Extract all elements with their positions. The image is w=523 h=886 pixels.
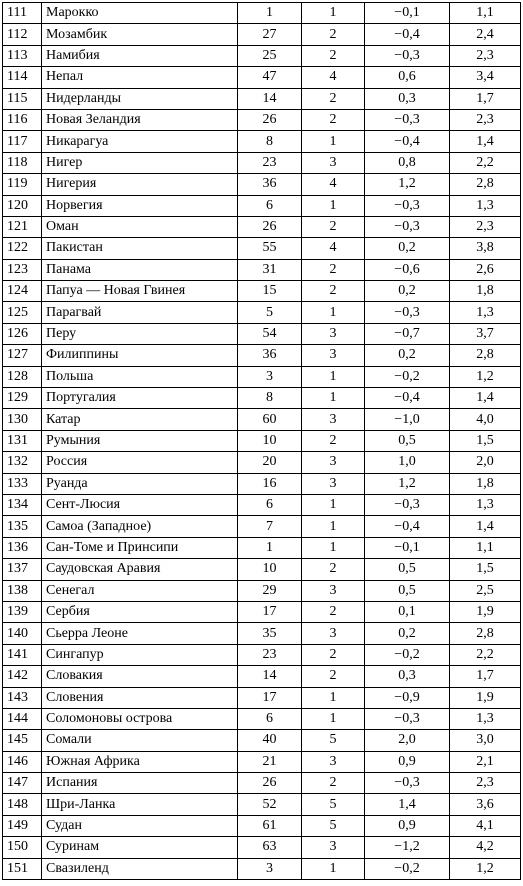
country-name-cell: Соломоновы острова xyxy=(42,708,238,729)
value-d-cell: 2,6 xyxy=(450,259,521,280)
value-c-cell: 0,6 xyxy=(365,67,450,88)
table-row xyxy=(3,708,521,729)
row-number-cell: 142 xyxy=(3,666,42,687)
value-b-cell: 5 xyxy=(302,730,365,751)
table-row xyxy=(3,409,521,430)
row-number-cell: 119 xyxy=(3,174,42,195)
value-c-cell: 0,8 xyxy=(365,152,450,173)
value-b-cell: 3 xyxy=(302,580,365,601)
country-name-cell: Нигерия xyxy=(42,174,238,195)
row-number-cell: 111 xyxy=(3,3,42,24)
row-number-cell: 126 xyxy=(3,323,42,344)
value-c-cell: −0,3 xyxy=(365,109,450,130)
country-name-cell: Саудовская Аравия xyxy=(42,559,238,580)
value-a-cell: 21 xyxy=(238,751,302,772)
value-d-cell: 1,9 xyxy=(450,601,521,622)
value-a-cell: 40 xyxy=(238,730,302,751)
country-name-cell: Россия xyxy=(42,452,238,473)
value-c-cell: 1,0 xyxy=(365,452,450,473)
value-a-cell: 52 xyxy=(238,794,302,815)
table-row xyxy=(3,216,521,237)
value-a-cell: 14 xyxy=(238,88,302,109)
table-row xyxy=(3,174,521,195)
value-b-cell: 2 xyxy=(302,559,365,580)
country-name-cell: Сент-Люсия xyxy=(42,494,238,515)
value-c-cell: −0,3 xyxy=(365,773,450,794)
value-a-cell: 3 xyxy=(238,858,302,879)
value-b-cell: 1 xyxy=(302,195,365,216)
value-a-cell: 36 xyxy=(238,345,302,366)
value-c-cell: −0,7 xyxy=(365,323,450,344)
value-a-cell: 35 xyxy=(238,623,302,644)
value-b-cell: 5 xyxy=(302,815,365,836)
country-name-cell: Сербия xyxy=(42,601,238,622)
country-name-cell: Парагвай xyxy=(42,302,238,323)
row-number-cell: 147 xyxy=(3,773,42,794)
value-c-cell: 0,2 xyxy=(365,281,450,302)
country-name-cell: Намибия xyxy=(42,45,238,66)
value-d-cell: 2,1 xyxy=(450,751,521,772)
value-c-cell: 0,2 xyxy=(365,623,450,644)
value-d-cell: 3,0 xyxy=(450,730,521,751)
country-name-cell: Румыния xyxy=(42,430,238,451)
table-row xyxy=(3,259,521,280)
row-number-cell: 145 xyxy=(3,730,42,751)
country-name-cell: Словакия xyxy=(42,666,238,687)
value-b-cell: 2 xyxy=(302,281,365,302)
row-number-cell: 123 xyxy=(3,259,42,280)
value-a-cell: 1 xyxy=(238,3,302,24)
value-d-cell: 1,4 xyxy=(450,516,521,537)
country-name-cell: Словения xyxy=(42,687,238,708)
table-row xyxy=(3,388,521,409)
value-a-cell: 17 xyxy=(238,687,302,708)
row-number-cell: 132 xyxy=(3,452,42,473)
value-b-cell: 2 xyxy=(302,666,365,687)
value-a-cell: 27 xyxy=(238,24,302,45)
row-number-cell: 149 xyxy=(3,815,42,836)
country-name-cell: Новая Зеландия xyxy=(42,109,238,130)
row-number-cell: 130 xyxy=(3,409,42,430)
value-a-cell: 26 xyxy=(238,216,302,237)
value-a-cell: 6 xyxy=(238,494,302,515)
value-c-cell: −0,4 xyxy=(365,24,450,45)
table-row xyxy=(3,345,521,366)
value-a-cell: 15 xyxy=(238,281,302,302)
value-c-cell: 0,9 xyxy=(365,815,450,836)
value-b-cell: 3 xyxy=(302,409,365,430)
value-c-cell: −0,6 xyxy=(365,259,450,280)
value-b-cell: 3 xyxy=(302,623,365,644)
value-c-cell: 0,1 xyxy=(365,601,450,622)
table-row xyxy=(3,131,521,152)
country-name-cell: Панама xyxy=(42,259,238,280)
value-d-cell: 4,1 xyxy=(450,815,521,836)
table-row xyxy=(3,302,521,323)
table-row xyxy=(3,24,521,45)
row-number-cell: 125 xyxy=(3,302,42,323)
value-b-cell: 2 xyxy=(302,601,365,622)
table-row xyxy=(3,3,521,24)
value-a-cell: 17 xyxy=(238,601,302,622)
country-name-cell: Перу xyxy=(42,323,238,344)
row-number-cell: 136 xyxy=(3,537,42,558)
value-b-cell: 2 xyxy=(302,216,365,237)
value-a-cell: 47 xyxy=(238,67,302,88)
country-name-cell: Никарагуа xyxy=(42,131,238,152)
value-b-cell: 5 xyxy=(302,794,365,815)
row-number-cell: 124 xyxy=(3,281,42,302)
value-d-cell: 1,3 xyxy=(450,708,521,729)
row-number-cell: 150 xyxy=(3,837,42,858)
country-name-cell: Польша xyxy=(42,366,238,387)
value-c-cell: −0,3 xyxy=(365,45,450,66)
table-row xyxy=(3,88,521,109)
value-a-cell: 54 xyxy=(238,323,302,344)
value-b-cell: 1 xyxy=(302,131,365,152)
value-d-cell: 4,0 xyxy=(450,409,521,430)
table-row xyxy=(3,366,521,387)
value-b-cell: 1 xyxy=(302,708,365,729)
value-d-cell: 1,7 xyxy=(450,88,521,109)
value-b-cell: 2 xyxy=(302,24,365,45)
value-a-cell: 20 xyxy=(238,452,302,473)
value-c-cell: 1,4 xyxy=(365,794,450,815)
value-b-cell: 3 xyxy=(302,751,365,772)
value-d-cell: 1,5 xyxy=(450,559,521,580)
row-number-cell: 118 xyxy=(3,152,42,173)
value-a-cell: 55 xyxy=(238,238,302,259)
row-number-cell: 127 xyxy=(3,345,42,366)
value-c-cell: 0,2 xyxy=(365,345,450,366)
value-c-cell: 0,5 xyxy=(365,430,450,451)
row-number-cell: 141 xyxy=(3,644,42,665)
table-row xyxy=(3,537,521,558)
row-number-cell: 139 xyxy=(3,601,42,622)
country-name-cell: Пакистан xyxy=(42,238,238,259)
value-d-cell: 1,8 xyxy=(450,281,521,302)
country-name-cell: Самоа (Западное) xyxy=(42,516,238,537)
country-name-cell: Катар xyxy=(42,409,238,430)
row-number-cell: 133 xyxy=(3,473,42,494)
value-d-cell: 1,3 xyxy=(450,302,521,323)
row-number-cell: 114 xyxy=(3,67,42,88)
row-number-cell: 121 xyxy=(3,216,42,237)
country-name-cell: Шри-Ланка xyxy=(42,794,238,815)
value-a-cell: 61 xyxy=(238,815,302,836)
value-c-cell: −0,9 xyxy=(365,687,450,708)
table-row xyxy=(3,666,521,687)
country-name-cell: Папуа — Новая Гвинея xyxy=(42,281,238,302)
value-a-cell: 7 xyxy=(238,516,302,537)
table-row xyxy=(3,109,521,130)
value-c-cell: −0,3 xyxy=(365,494,450,515)
value-a-cell: 26 xyxy=(238,773,302,794)
table-row xyxy=(3,644,521,665)
value-c-cell: −0,3 xyxy=(365,302,450,323)
value-d-cell: 2,2 xyxy=(450,152,521,173)
table-row xyxy=(3,281,521,302)
value-c-cell: 0,2 xyxy=(365,238,450,259)
table-row xyxy=(3,794,521,815)
value-a-cell: 23 xyxy=(238,152,302,173)
table-row xyxy=(3,837,521,858)
value-b-cell: 4 xyxy=(302,238,365,259)
table-row xyxy=(3,751,521,772)
table-body xyxy=(3,3,521,880)
table-row xyxy=(3,45,521,66)
value-a-cell: 14 xyxy=(238,666,302,687)
table-row xyxy=(3,195,521,216)
value-d-cell: 3,4 xyxy=(450,67,521,88)
value-d-cell: 3,8 xyxy=(450,238,521,259)
value-b-cell: 1 xyxy=(302,388,365,409)
value-d-cell: 1,1 xyxy=(450,537,521,558)
value-d-cell: 2,5 xyxy=(450,580,521,601)
value-c-cell: −0,4 xyxy=(365,516,450,537)
value-b-cell: 2 xyxy=(302,773,365,794)
value-b-cell: 3 xyxy=(302,323,365,344)
table-row xyxy=(3,601,521,622)
value-d-cell: 2,3 xyxy=(450,109,521,130)
value-c-cell: 0,3 xyxy=(365,88,450,109)
row-number-cell: 131 xyxy=(3,430,42,451)
table-row xyxy=(3,452,521,473)
value-a-cell: 1 xyxy=(238,537,302,558)
table-row xyxy=(3,516,521,537)
table-row xyxy=(3,67,521,88)
row-number-cell: 117 xyxy=(3,131,42,152)
value-c-cell: −1,0 xyxy=(365,409,450,430)
value-b-cell: 3 xyxy=(302,452,365,473)
value-b-cell: 3 xyxy=(302,152,365,173)
value-b-cell: 1 xyxy=(302,3,365,24)
value-d-cell: 1,1 xyxy=(450,3,521,24)
value-b-cell: 2 xyxy=(302,644,365,665)
value-a-cell: 6 xyxy=(238,195,302,216)
value-d-cell: 3,6 xyxy=(450,794,521,815)
value-d-cell: 2,3 xyxy=(450,773,521,794)
value-b-cell: 1 xyxy=(302,366,365,387)
value-a-cell: 6 xyxy=(238,708,302,729)
value-a-cell: 5 xyxy=(238,302,302,323)
country-name-cell: Нидерланды xyxy=(42,88,238,109)
value-b-cell: 2 xyxy=(302,88,365,109)
value-b-cell: 1 xyxy=(302,302,365,323)
country-name-cell: Мозамбик xyxy=(42,24,238,45)
value-b-cell: 2 xyxy=(302,430,365,451)
row-number-cell: 148 xyxy=(3,794,42,815)
value-b-cell: 4 xyxy=(302,174,365,195)
row-number-cell: 143 xyxy=(3,687,42,708)
row-number-cell: 138 xyxy=(3,580,42,601)
table-row xyxy=(3,323,521,344)
value-c-cell: −0,2 xyxy=(365,366,450,387)
value-c-cell: −0,4 xyxy=(365,131,450,152)
value-c-cell: −0,3 xyxy=(365,708,450,729)
row-number-cell: 128 xyxy=(3,366,42,387)
value-d-cell: 2,8 xyxy=(450,345,521,366)
country-name-cell: Судан xyxy=(42,815,238,836)
table-row xyxy=(3,559,521,580)
country-data-table xyxy=(2,2,521,880)
value-b-cell: 1 xyxy=(302,858,365,879)
value-a-cell: 8 xyxy=(238,388,302,409)
value-a-cell: 29 xyxy=(238,580,302,601)
table-row xyxy=(3,858,521,879)
value-c-cell: −1,2 xyxy=(365,837,450,858)
value-c-cell: 2,0 xyxy=(365,730,450,751)
value-d-cell: 3,7 xyxy=(450,323,521,344)
value-a-cell: 16 xyxy=(238,473,302,494)
value-b-cell: 2 xyxy=(302,259,365,280)
country-name-cell: Сан-Томе и Принсипи xyxy=(42,537,238,558)
value-c-cell: −0,3 xyxy=(365,216,450,237)
value-d-cell: 1,3 xyxy=(450,195,521,216)
value-d-cell: 1,3 xyxy=(450,494,521,515)
value-b-cell: 2 xyxy=(302,109,365,130)
value-c-cell: 1,2 xyxy=(365,473,450,494)
country-name-cell: Южная Африка xyxy=(42,751,238,772)
table-row xyxy=(3,580,521,601)
value-d-cell: 1,4 xyxy=(450,131,521,152)
value-a-cell: 10 xyxy=(238,559,302,580)
row-number-cell: 144 xyxy=(3,708,42,729)
value-a-cell: 36 xyxy=(238,174,302,195)
value-d-cell: 4,2 xyxy=(450,837,521,858)
table-row xyxy=(3,494,521,515)
value-a-cell: 63 xyxy=(238,837,302,858)
country-name-cell: Португалия xyxy=(42,388,238,409)
table-row xyxy=(3,815,521,836)
value-a-cell: 60 xyxy=(238,409,302,430)
value-c-cell: 0,9 xyxy=(365,751,450,772)
country-name-cell: Испания xyxy=(42,773,238,794)
row-number-cell: 134 xyxy=(3,494,42,515)
country-name-cell: Сенегал xyxy=(42,580,238,601)
value-d-cell: 2,8 xyxy=(450,623,521,644)
table-row xyxy=(3,687,521,708)
value-a-cell: 10 xyxy=(238,430,302,451)
value-d-cell: 2,0 xyxy=(450,452,521,473)
country-name-cell: Нигер xyxy=(42,152,238,173)
value-a-cell: 23 xyxy=(238,644,302,665)
value-d-cell: 1,8 xyxy=(450,473,521,494)
value-d-cell: 1,4 xyxy=(450,388,521,409)
value-c-cell: −0,4 xyxy=(365,388,450,409)
value-b-cell: 2 xyxy=(302,45,365,66)
row-number-cell: 116 xyxy=(3,109,42,130)
value-d-cell: 1,2 xyxy=(450,858,521,879)
row-number-cell: 137 xyxy=(3,559,42,580)
country-name-cell: Сомали xyxy=(42,730,238,751)
value-d-cell: 1,2 xyxy=(450,366,521,387)
row-number-cell: 135 xyxy=(3,516,42,537)
country-name-cell: Сингапур xyxy=(42,644,238,665)
row-number-cell: 120 xyxy=(3,195,42,216)
value-d-cell: 2,2 xyxy=(450,644,521,665)
value-c-cell: −0,3 xyxy=(365,195,450,216)
row-number-cell: 129 xyxy=(3,388,42,409)
row-number-cell: 122 xyxy=(3,238,42,259)
row-number-cell: 113 xyxy=(3,45,42,66)
value-b-cell: 1 xyxy=(302,516,365,537)
value-b-cell: 3 xyxy=(302,345,365,366)
table-row xyxy=(3,238,521,259)
country-name-cell: Марокко xyxy=(42,3,238,24)
value-c-cell: −0,2 xyxy=(365,858,450,879)
value-c-cell: 0,3 xyxy=(365,666,450,687)
table-row xyxy=(3,152,521,173)
value-d-cell: 2,8 xyxy=(450,174,521,195)
value-c-cell: −0,2 xyxy=(365,644,450,665)
value-c-cell: 1,2 xyxy=(365,174,450,195)
value-c-cell: −0,1 xyxy=(365,3,450,24)
value-b-cell: 3 xyxy=(302,473,365,494)
country-name-cell: Норвегия xyxy=(42,195,238,216)
country-name-cell: Сьерра Леоне xyxy=(42,623,238,644)
value-d-cell: 1,7 xyxy=(450,666,521,687)
table-row xyxy=(3,430,521,451)
row-number-cell: 146 xyxy=(3,751,42,772)
value-c-cell: 0,5 xyxy=(365,580,450,601)
value-b-cell: 3 xyxy=(302,837,365,858)
value-b-cell: 1 xyxy=(302,537,365,558)
row-number-cell: 140 xyxy=(3,623,42,644)
row-number-cell: 112 xyxy=(3,24,42,45)
value-d-cell: 2,3 xyxy=(450,45,521,66)
value-a-cell: 8 xyxy=(238,131,302,152)
value-a-cell: 26 xyxy=(238,109,302,130)
value-b-cell: 4 xyxy=(302,67,365,88)
table-row xyxy=(3,473,521,494)
value-b-cell: 1 xyxy=(302,494,365,515)
country-name-cell: Руанда xyxy=(42,473,238,494)
value-c-cell: 0,5 xyxy=(365,559,450,580)
value-d-cell: 1,5 xyxy=(450,430,521,451)
value-a-cell: 3 xyxy=(238,366,302,387)
value-d-cell: 2,3 xyxy=(450,216,521,237)
value-d-cell: 2,4 xyxy=(450,24,521,45)
value-d-cell: 1,9 xyxy=(450,687,521,708)
value-b-cell: 1 xyxy=(302,687,365,708)
table-row xyxy=(3,730,521,751)
value-a-cell: 31 xyxy=(238,259,302,280)
country-name-cell: Непал xyxy=(42,67,238,88)
value-a-cell: 25 xyxy=(238,45,302,66)
country-name-cell: Свазиленд xyxy=(42,858,238,879)
row-number-cell: 115 xyxy=(3,88,42,109)
country-name-cell: Филиппины xyxy=(42,345,238,366)
table-row xyxy=(3,623,521,644)
country-name-cell: Суринам xyxy=(42,837,238,858)
country-name-cell: Оман xyxy=(42,216,238,237)
table-row xyxy=(3,773,521,794)
value-c-cell: −0,1 xyxy=(365,537,450,558)
row-number-cell: 151 xyxy=(3,858,42,879)
